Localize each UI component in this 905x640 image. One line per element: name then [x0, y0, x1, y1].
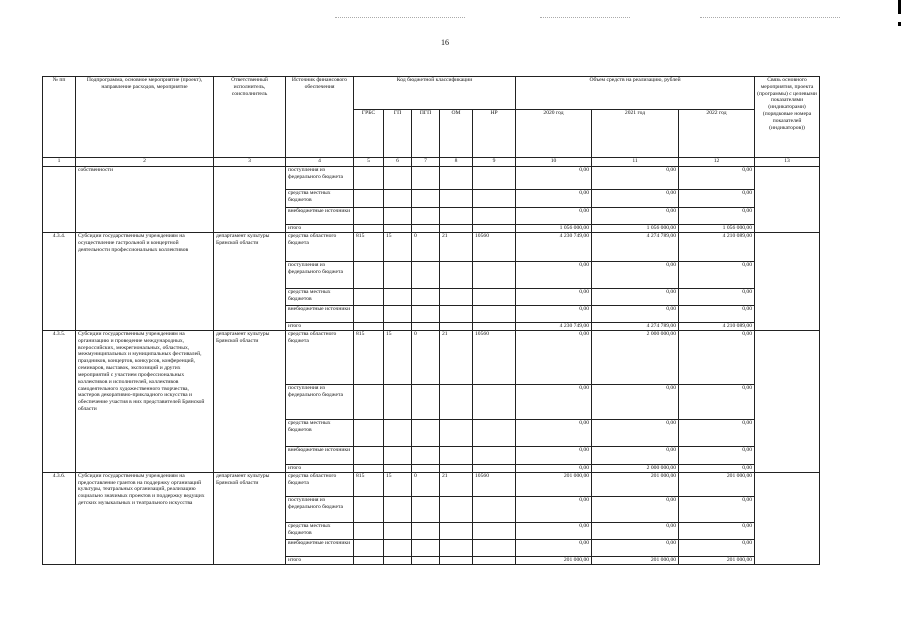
value-2020: 201 000,00 — [516, 556, 592, 564]
value-2020: 0,00 — [516, 167, 592, 190]
value-2022: 201 000,00 — [679, 472, 755, 496]
value-2021: 201 000,00 — [592, 472, 679, 496]
header-volumes: Объем средств на реализацию, рублей — [516, 77, 755, 110]
value-2021: 0,00 — [592, 190, 679, 208]
code-grbs: 815 — [354, 233, 384, 262]
code-pgp: 0 — [412, 472, 440, 496]
value-2020: 0,00 — [516, 420, 592, 447]
table-row — [43, 331, 820, 385]
value-2021: 0,00 — [592, 289, 679, 306]
value-2022: 4 210 089,00 — [679, 233, 755, 262]
value-2020: 0,00 — [516, 447, 592, 465]
measure-number: 4.3.4. — [43, 233, 76, 331]
source-cell: поступления из федерального бюджета — [286, 167, 354, 190]
source-cell: средства местных бюджетов — [286, 420, 354, 447]
header-om: ОМ — [440, 110, 473, 158]
header-pgp: ПГП — [412, 110, 440, 158]
value-2020: 0,00 — [516, 331, 592, 385]
header-link: Связь основного мероприятия, проекта (программы) с целевыми показателями (индикаторами) (порядковые номера показателей (индикаторов)) — [755, 77, 820, 158]
code-pgp: 0 — [412, 331, 440, 385]
value-2021: 201 000,00 — [592, 556, 679, 564]
header-2021: 2021 год — [592, 110, 679, 158]
value-2022: 0,00 — [679, 447, 755, 465]
value-2020: 0,00 — [516, 208, 592, 225]
value-2022: 0,00 — [679, 208, 755, 225]
value-2022: 0,00 — [679, 522, 755, 539]
header-grbs: ГРБС — [354, 110, 384, 158]
code-gp: 15 — [384, 233, 412, 262]
value-2022: 0,00 — [679, 331, 755, 385]
value-2020: 0,00 — [516, 539, 592, 556]
source-cell: внебюджетные источники — [286, 208, 354, 225]
value-2021: 0,00 — [592, 522, 679, 539]
value-2021: 0,00 — [592, 385, 679, 420]
table-row — [43, 233, 820, 262]
source-cell: средства местных бюджетов — [286, 190, 354, 208]
source-cell: внебюджетные источники — [286, 539, 354, 556]
value-2022: 1 056 000,00 — [679, 225, 755, 233]
source-cell: внебюджетные источники — [286, 306, 354, 323]
value-2020: 0,00 — [516, 522, 592, 539]
scan-artifact — [700, 17, 840, 19]
value-2020: 1 056 000,00 — [516, 225, 592, 233]
header-gp: ГП — [384, 110, 412, 158]
code-om: 21 — [440, 472, 473, 496]
value-2021: 0,00 — [592, 262, 679, 289]
value-2022: 0,00 — [679, 539, 755, 556]
table-row — [43, 167, 820, 190]
measure-name: Субсидии государственным учреждениям на организацию и проведение международных, всероссийских, межрегиональных, областных, межмуниципальных и муниципальных фестивалей, праздников, концертов, конкурсов, конференций, семинаров, выставок, экспозиций и других мероприятий с участием профессиональных коллективов и исполнителей, коллективов самодеятельного художественного творчества, мастеров декоративно-прикладного искусства и обеспечение участия в них представителей Брянской области — [76, 331, 214, 473]
measure-number: 4.3.5. — [43, 331, 76, 473]
header-name: Подпрограмма, основное мероприятие (проект), направление расходов, мероприятие — [76, 77, 214, 158]
value-2022: 0,00 — [679, 420, 755, 447]
header-2020: 2020 год — [516, 110, 592, 158]
source-cell: поступления из федерального бюджета — [286, 262, 354, 289]
scan-artifact — [540, 17, 630, 19]
code-nr: 10560 — [473, 331, 516, 385]
value-2022: 0,00 — [679, 190, 755, 208]
value-2020: 4 230 749,00 — [516, 233, 592, 262]
column-index-row: 1 2 3 4 5 6 7 8 9 10 11 12 13 — [43, 158, 820, 167]
measure-number: 4.3.6. — [43, 472, 76, 564]
responsible-executor: департамент культуры Брянской области — [214, 472, 286, 564]
code-grbs: 815 — [354, 331, 384, 385]
value-2021: 1 056 000,00 — [592, 225, 679, 233]
value-2021: 2 000 000,00 — [592, 331, 679, 385]
table-row — [43, 472, 820, 496]
value-2020: 0,00 — [516, 465, 592, 473]
responsible-executor: департамент культуры Брянской области — [214, 233, 286, 331]
value-2022: 0,00 — [679, 289, 755, 306]
source-cell: средства областного бюджета — [286, 233, 354, 262]
code-nr: 10560 — [473, 472, 516, 496]
value-2020: 4 230 749,00 — [516, 323, 592, 331]
source-cell: поступления из федерального бюджета — [286, 496, 354, 522]
value-2020: 0,00 — [516, 289, 592, 306]
source-cell: итого — [286, 225, 354, 233]
value-2022: 0,00 — [679, 262, 755, 289]
value-2021: 0,00 — [592, 496, 679, 522]
source-cell: итого — [286, 556, 354, 564]
source-cell: поступления из федерального бюджета — [286, 385, 354, 420]
page-number: 16 — [441, 38, 449, 47]
scan-edge-mark — [898, 22, 901, 26]
value-2022: 0,00 — [679, 167, 755, 190]
value-2020: 0,00 — [516, 496, 592, 522]
value-2021: 0,00 — [592, 167, 679, 190]
measure-name: Субсидии государственным учреждениям на предоставление грантов на поддержку организаций культуры, театральных организаций, реализацию социально значимых проектов и поддержку ведущих детских музыкальных и театрального искусства — [76, 472, 214, 564]
source-cell: итого — [286, 323, 354, 331]
header-2022: 2022 год — [679, 110, 755, 158]
value-2020: 0,00 — [516, 190, 592, 208]
value-2022: 201 000,00 — [679, 556, 755, 564]
value-2022: 0,00 — [679, 496, 755, 522]
header-responsible: Ответственный исполнитель, соисполнитель — [214, 77, 286, 158]
value-2020: 0,00 — [516, 306, 592, 323]
value-2022: 0,00 — [679, 306, 755, 323]
header-nr: НР — [473, 110, 516, 158]
value-2021: 0,00 — [592, 306, 679, 323]
value-2022: 4 210 089,00 — [679, 323, 755, 331]
source-cell: средства местных бюджетов — [286, 522, 354, 539]
code-nr: 10560 — [473, 233, 516, 262]
code-gp: 15 — [384, 472, 412, 496]
measure-name: Субсидии государственным учреждениям на осуществление гастрольной и концертной деятельности профессиональных коллективов — [76, 233, 214, 331]
source-cell: средства областного бюджета — [286, 472, 354, 496]
source-cell: средства местных бюджетов — [286, 289, 354, 306]
value-2021: 4 274 789,00 — [592, 233, 679, 262]
code-om: 21 — [440, 331, 473, 385]
value-2021: 0,00 — [592, 539, 679, 556]
value-2021: 4 274 789,00 — [592, 323, 679, 331]
code-gp: 15 — [384, 331, 412, 385]
header-no: № пп — [43, 77, 76, 158]
source-cell: внебюджетные источники — [286, 447, 354, 465]
value-2022: 0,00 — [679, 465, 755, 473]
source-cell: итого — [286, 465, 354, 473]
source-cell: средства областного бюджета — [286, 331, 354, 385]
responsible-executor: департамент культуры Брянской области — [214, 331, 286, 473]
budget-table — [42, 76, 820, 565]
value-2021: 0,00 — [592, 208, 679, 225]
scan-edge-mark — [898, 0, 901, 14]
header-budget-code: Код бюджетной классификации — [354, 77, 516, 110]
code-pgp: 0 — [412, 233, 440, 262]
value-2022: 0,00 — [679, 385, 755, 420]
value-2020: 201 000,00 — [516, 472, 592, 496]
code-grbs: 815 — [354, 472, 384, 496]
value-2020: 0,00 — [516, 262, 592, 289]
value-2020: 0,00 — [516, 385, 592, 420]
header-source: Источник финансового обеспечения — [286, 77, 354, 158]
value-2021: 0,00 — [592, 447, 679, 465]
value-2021: 0,00 — [592, 420, 679, 447]
code-om: 21 — [440, 233, 473, 262]
measure-name: собственности — [76, 167, 214, 233]
scan-artifact — [335, 17, 465, 19]
value-2021: 2 000 000,00 — [592, 465, 679, 473]
